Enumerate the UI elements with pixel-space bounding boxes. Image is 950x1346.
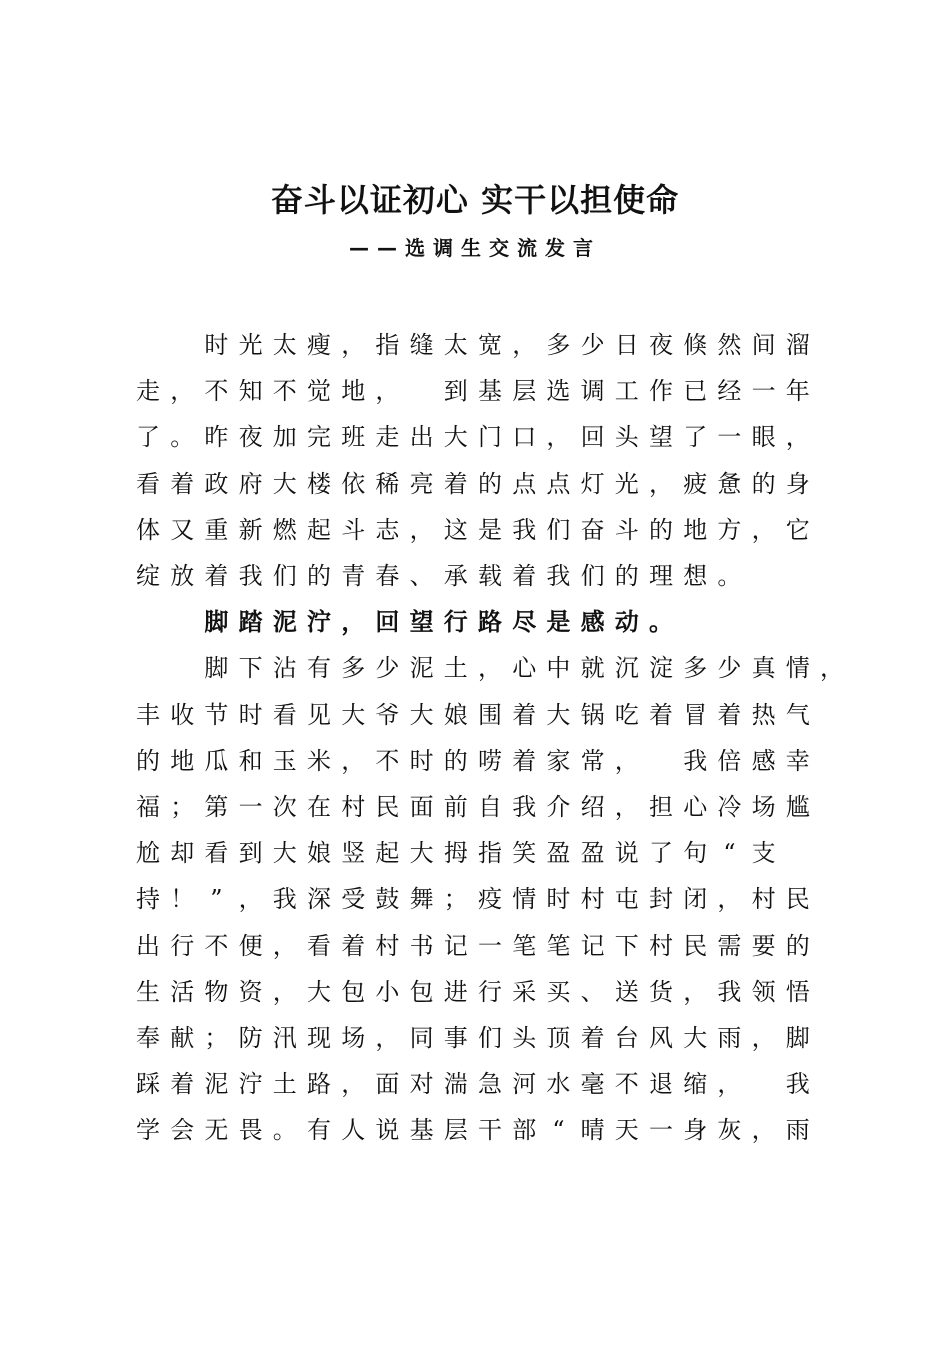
paragraph-line: 丰 收 节 时 看 见 大 爷 大 娘 围 着 大 锅 吃 着 冒 着 热 气 (136, 700, 810, 729)
paragraph-line: 的 地 瓜 和 玉 米 ， 不 时 的 唠 着 家 常 ， 我 倍 感 幸 (136, 746, 810, 775)
paragraph-line: 绽 放 着 我 们 的 青 春 、 承 载 着 我 们 的 理 想 。 (136, 562, 742, 590)
paragraph-line: 尬 却 看 到 大 娘 竖 起 大 拇 指 笑 盈 盈 说 了 句 “ 支 (136, 839, 776, 868)
paragraph-line: 踩 着 泥 泞 土 路 ， 面 对 湍 急 河 水 毫 不 退 缩 ， 我 (136, 1070, 810, 1099)
paragraph-line: 看 着 政 府 大 楼 依 稀 亮 着 的 点 点 灯 光 ， 疲 惫 的 身 (136, 469, 810, 498)
paragraph-line: 学 会 无 畏 。 有 人 说 基 层 干 部 “ 晴 天 一 身 灰 ， 雨 (136, 1116, 810, 1145)
document-subtitle: ——选调生交流发言 (349, 236, 601, 260)
paragraph-line: 奉 献 ； 防 汛 现 场 ， 同 事 们 头 顶 着 台 风 大 雨 ， 脚 (136, 1024, 810, 1052)
paragraph-line: 体 又 重 新 燃 起 斗 志 ， 这 是 我 们 奋 斗 的 地 方 ， 它 (136, 515, 810, 544)
paragraph-line: 福 ； 第 一 次 在 村 民 面 前 自 我 介 绍 ， 担 心 冷 场 尴 (136, 793, 810, 821)
paragraph-line: 生 活 物 资 ， 大 包 小 包 进 行 采 买 、 送 货 ， 我 领 悟 (136, 977, 810, 1006)
paragraph-line: 走 ， 不 知 不 觉 地 ， 到 基 层 选 调 工 作 已 经 一 年 (136, 377, 810, 406)
paragraph-line: 了 。 昨 夜 加 完 班 走 出 大 门 口 ， 回 头 望 了 一 眼 ， (136, 423, 810, 452)
document-title: 奋斗以证初心 实干以担使命 (270, 181, 680, 219)
paragraph-line: 出 行 不 便 ， 看 着 村 书 记 一 笔 笔 记 下 村 民 需 要 的 (136, 931, 810, 960)
section-heading-line: 脚 踏 泥 泞 ， 回 望 行 路 尽 是 感 动 。 (204, 608, 673, 637)
paragraph-line: 时 光 太 瘦 ， 指 缝 太 宽 ， 多 少 日 夜 倏 然 间 溜 (204, 331, 810, 359)
paragraph-line: 持 ！ ” ， 我 深 受 鼓 舞 ； 疫 情 时 村 屯 封 闭 ， 村 民 (136, 885, 810, 914)
paragraph-line: 脚 下 沾 有 多 少 泥 土 ， 心 中 就 沉 淀 多 少 真 情 ， (204, 654, 844, 683)
